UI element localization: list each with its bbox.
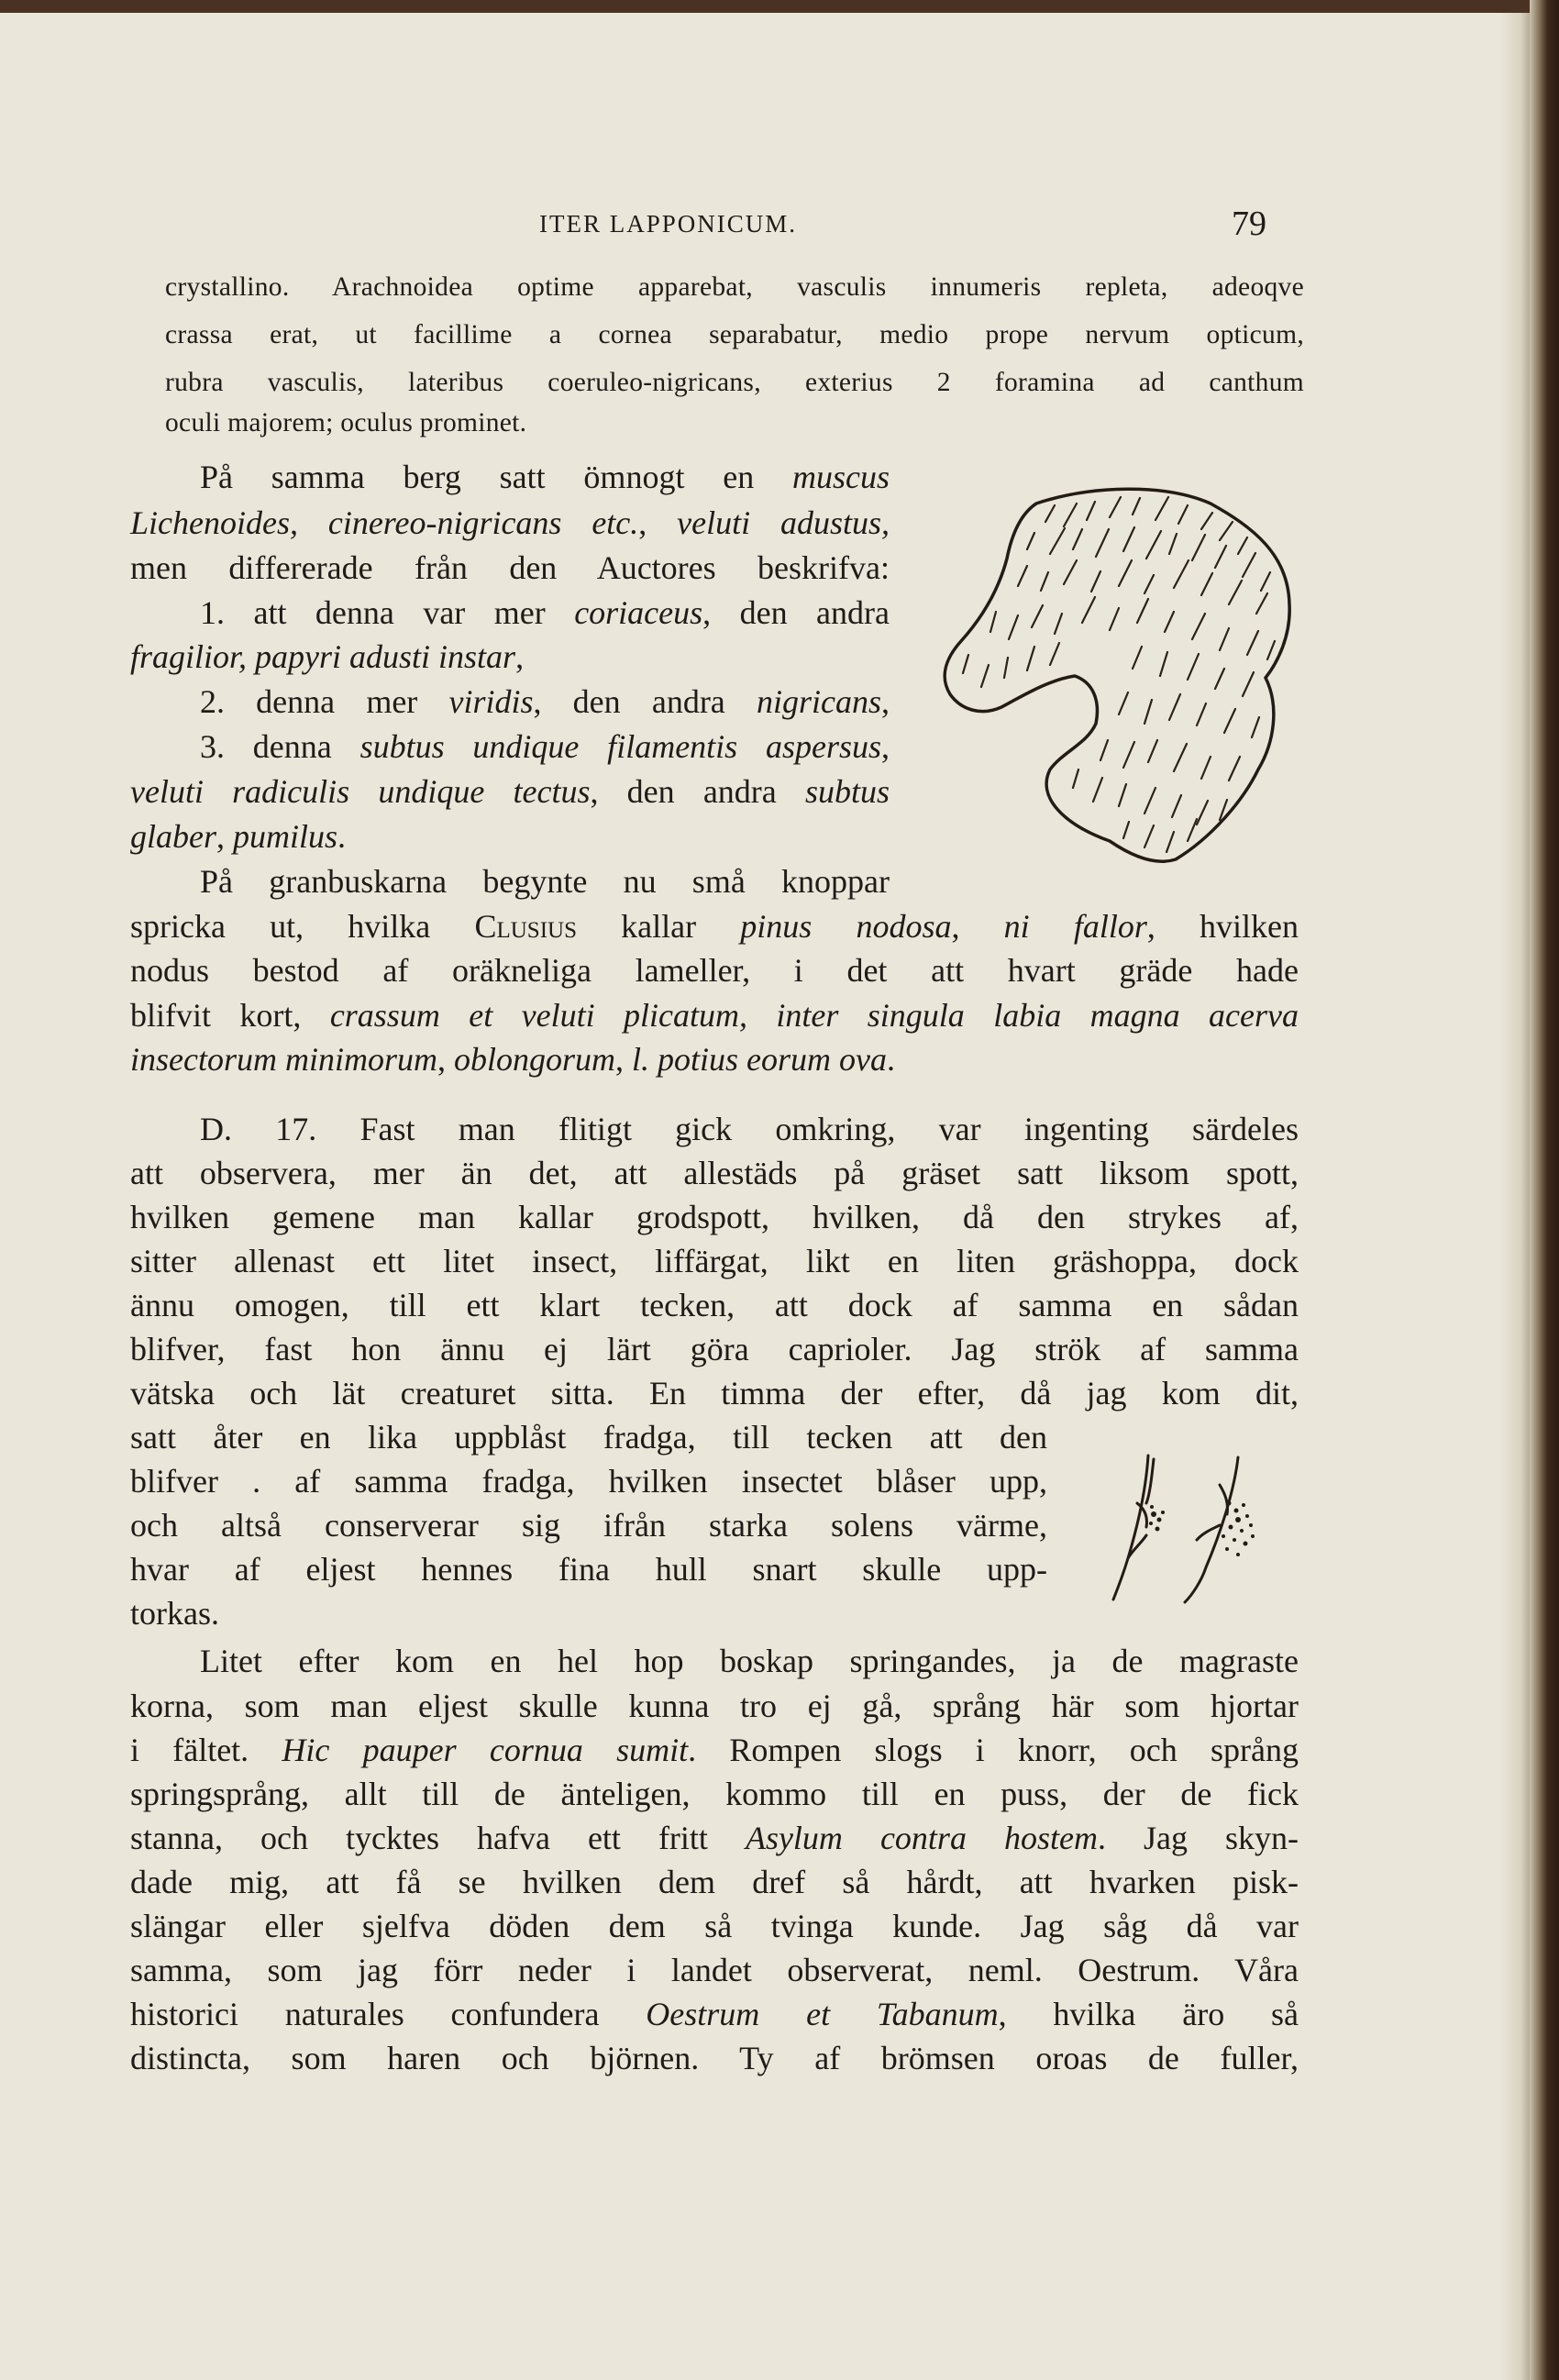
- text-line: slängar eller sjelfva döden dem så tvinga kunde. Jag såg då var: [130, 1908, 1299, 1944]
- text-line: dade mig, att få se hvilken dem dref så hårdt, att hvarken pisk-: [130, 1864, 1299, 1900]
- text-line: veluti radiculis undique tectus, den andra subtus: [130, 773, 890, 810]
- text-line: fragilior, papyri adusti instar,: [130, 638, 525, 675]
- spittle-insect-illustration: [1100, 1448, 1284, 1604]
- text-line: På granbuskarna begynte nu små knoppar: [200, 863, 890, 900]
- text-line: oculi majorem; oculus prominet.: [165, 408, 527, 437]
- text-line: spricka ut, hvilka Clusius kallar pinus nodosa, ni fallor, hvilken: [130, 908, 1299, 945]
- text-line: 1. att denna var mer coriaceus, den andra: [200, 594, 890, 631]
- text-line: blifver . af samma fradga, hvilken insectet blåser upp,: [130, 1463, 1047, 1500]
- text-line: ännu omogen, till ett klart tecken, att dock af samma en sådan: [130, 1287, 1299, 1323]
- text-line: hvilken gemene man kallar grodspott, hvilken, då den strykes af,: [130, 1199, 1299, 1235]
- text-line: distincta, som haren och björnen. Ty af brömsen oroas de fuller,: [130, 2040, 1299, 2076]
- text-line: samma, som jag förr neder i landet observerat, neml. Oestrum. Våra: [130, 1952, 1299, 1988]
- text-line: och altså conserverar sig ifrån starka solens värme,: [130, 1507, 1047, 1544]
- text-line: crystallino. Arachnoidea optime apparebat, vasculis innumeris repleta, adeoqve: [165, 272, 1304, 302]
- text-line: blifver, fast hon ännu ej lärt göra caprioler. Jag strök af samma: [130, 1331, 1299, 1367]
- page-number: 79: [1232, 205, 1266, 243]
- text-line: 3. denna subtus undique filamentis aspersus,: [200, 728, 890, 765]
- text-line: hvar af eljest hennes fina hull snart skulle upp-: [130, 1551, 1047, 1588]
- text-line: 2. denna mer viridis, den andra nigricans,: [200, 683, 890, 720]
- text-line: Lichenoides, cinereo-nigricans etc., veluti adustus,: [130, 504, 890, 541]
- text-line: crassa erat, ut facillime a cornea separabatur, medio prope nervum opticum,: [165, 320, 1304, 349]
- book-binding: [1530, 0, 1559, 2380]
- text-line: glaber, pumilus.: [130, 818, 347, 855]
- text-line: vätska och lät creaturet sitta. En timma der efter, då jag kom dit,: [130, 1375, 1299, 1411]
- text-line: springsprång, allt till de änteligen, kommo till en puss, der de fick: [130, 1776, 1299, 1812]
- text-line: stanna, och tycktes hafva ett fritt Asylum contra hostem. Jag skyn-: [130, 1820, 1299, 1856]
- text-line: nodus bestod af oräkneliga lameller, i det att hvart gräde hade: [130, 952, 1299, 989]
- text-line: korna, som man eljest skulle kunna tro ej gå, språng här som hjortar: [130, 1688, 1299, 1724]
- text-line: blifvit kort, crassum et veluti plicatum, inter singula labia magna acerva: [130, 997, 1299, 1034]
- text-line: men differerade från den Auctores beskrifva:: [130, 549, 890, 586]
- text-line: insectorum minimorum, oblongorum, l. potius eorum ova.: [130, 1041, 895, 1078]
- running-title: ITER LAPPONICUM.: [539, 210, 798, 238]
- text-line: rubra vasculis, lateribus coeruleo-nigricans, exterius 2 foramina ad canthum: [165, 368, 1304, 397]
- text-line: På samma berg satt ömnogt en muscus: [200, 459, 890, 495]
- text-line: satt åter en lika uppblåst fradga, till tecken att den: [130, 1419, 1047, 1456]
- lichen-illustration: [935, 476, 1302, 870]
- page-edge: [1500, 13, 1530, 2380]
- text-line: sitter allenast ett litet insect, liffärgat, likt en liten gräshoppa, dock: [130, 1243, 1299, 1279]
- text-line: historici naturales confundera Oestrum et Tabanum, hvilka äro så: [130, 1996, 1299, 2032]
- text-line: D. 17. Fast man flitigt gick omkring, var ingenting särdeles: [200, 1111, 1299, 1147]
- text-line: Litet efter kom en hel hop boskap springandes, ja de magraste: [200, 1643, 1299, 1679]
- text-line: torkas.: [130, 1595, 219, 1632]
- text-line: i fältet. Hic pauper cornua sumit. Rompen slogs i knorr, och språng: [130, 1732, 1299, 1768]
- text-line: att observera, mer än det, att allestäds på gräset satt liksom spott,: [130, 1155, 1299, 1191]
